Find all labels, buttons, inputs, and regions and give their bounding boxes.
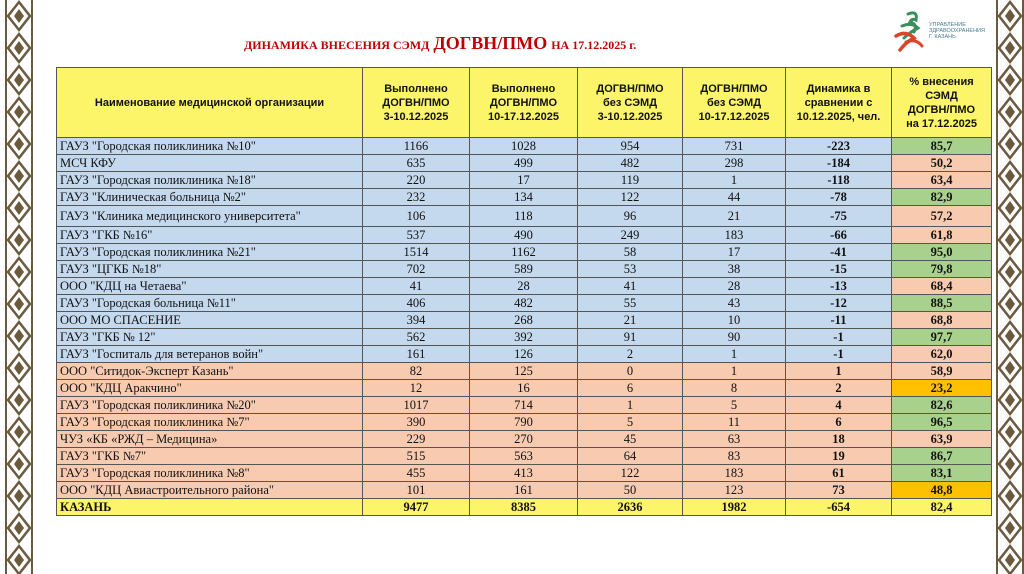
cell-organization-name: ГАУЗ "Городская поликлиника №20" <box>57 397 363 414</box>
cell-dynamics: 1 <box>786 363 892 380</box>
cell-no-semd-week2: 10 <box>683 312 786 329</box>
page-title <box>244 33 636 54</box>
cell-dynamics: -78 <box>786 189 892 206</box>
cell-percent: 50,2 <box>892 155 992 172</box>
cell-no-semd-week1: 954 <box>578 138 683 155</box>
cell-done-week1: 1166 <box>363 138 470 155</box>
cell-percent: 82,9 <box>892 189 992 206</box>
cell-percent: 68,4 <box>892 278 992 295</box>
cell-done-week2: 125 <box>470 363 578 380</box>
cell-done-week1: 232 <box>363 189 470 206</box>
cell-no-semd-week2: 21 <box>683 206 786 227</box>
cell-no-semd-week2: 1 <box>683 172 786 189</box>
cell-organization-name: ООО "Ситидок-Эксперт Казань" <box>57 363 363 380</box>
table-header-row <box>57 68 992 138</box>
cell-no-semd-week1: 58 <box>578 244 683 261</box>
cell-organization-name: ООО "КДЦ Аракчино" <box>57 380 363 397</box>
cell-done-week1: 12 <box>363 380 470 397</box>
logo-line-1: УПРАВЛЕНИЕ <box>929 22 966 28</box>
table-row <box>57 312 992 329</box>
cell-no-semd-week2: 63 <box>683 431 786 448</box>
table-row <box>57 329 992 346</box>
cell-percent: 79,8 <box>892 261 992 278</box>
cell-percent: 83,1 <box>892 465 992 482</box>
cell-done-week2: 790 <box>470 414 578 431</box>
cell-no-semd-week2: 43 <box>683 295 786 312</box>
cell-done-week2: 499 <box>470 155 578 172</box>
cell-dynamics: -118 <box>786 172 892 189</box>
cell-percent: 95,0 <box>892 244 992 261</box>
cell-no-semd-week2: 11 <box>683 414 786 431</box>
table-row <box>57 397 992 414</box>
cell-dynamics: 18 <box>786 431 892 448</box>
cell-done-week2: 118 <box>470 206 578 227</box>
header-organization-name: Наименование медицинской организации <box>57 68 363 138</box>
table-row <box>57 278 992 295</box>
cell-organization-name: ГАУЗ "ГКБ №7" <box>57 448 363 465</box>
cell-organization-name: МСЧ КФУ <box>57 155 363 172</box>
cell-done-week2: 482 <box>470 295 578 312</box>
total-no-semd-week1: 2636 <box>578 499 683 516</box>
total-no-semd-week2: 1982 <box>683 499 786 516</box>
table-body <box>57 138 992 516</box>
cell-organization-name: ГАУЗ "Клиника медицинского университета" <box>57 206 363 227</box>
cell-no-semd-week2: 183 <box>683 227 786 244</box>
cell-no-semd-week1: 122 <box>578 189 683 206</box>
cell-dynamics: -11 <box>786 312 892 329</box>
cell-done-week2: 270 <box>470 431 578 448</box>
cell-percent: 48,8 <box>892 482 992 499</box>
cell-no-semd-week2: 1 <box>683 346 786 363</box>
cell-dynamics: -1 <box>786 346 892 363</box>
table-row <box>57 155 992 172</box>
cell-percent: 61,8 <box>892 227 992 244</box>
table-row <box>57 448 992 465</box>
cell-done-week1: 41 <box>363 278 470 295</box>
cell-percent: 23,2 <box>892 380 992 397</box>
cell-organization-name: ООО "КДЦ Авиастроительного района" <box>57 482 363 499</box>
table-row <box>57 465 992 482</box>
cell-percent: 82,6 <box>892 397 992 414</box>
table-row <box>57 414 992 431</box>
table-row <box>57 189 992 206</box>
cell-no-semd-week2: 5 <box>683 397 786 414</box>
header-done-week2: Выполнено ДОГВН/ПМО 10-17.12.2025 <box>470 68 578 138</box>
title-suffix: НА 17.12.2025 г. <box>551 38 637 52</box>
cell-no-semd-week2: 38 <box>683 261 786 278</box>
cell-done-week1: 101 <box>363 482 470 499</box>
cell-organization-name: ГАУЗ "Городская поликлиника №8" <box>57 465 363 482</box>
cell-organization-name: ООО МО СПАСЕНИЕ <box>57 312 363 329</box>
cell-done-week2: 28 <box>470 278 578 295</box>
total-done-week2: 8385 <box>470 499 578 516</box>
data-table <box>56 67 992 516</box>
left-ornament-border <box>4 0 34 574</box>
total-name: КАЗАНЬ <box>57 499 363 516</box>
cell-percent: 68,8 <box>892 312 992 329</box>
cell-percent: 86,7 <box>892 448 992 465</box>
table-row <box>57 295 992 312</box>
cell-dynamics: -12 <box>786 295 892 312</box>
logo-line-2: ЗДРАВООХРАНЕНИЯ <box>929 28 985 34</box>
cell-organization-name: ГАУЗ "ГКБ №16" <box>57 227 363 244</box>
cell-percent: 63,9 <box>892 431 992 448</box>
cell-done-week1: 1514 <box>363 244 470 261</box>
cell-done-week1: 161 <box>363 346 470 363</box>
table-row <box>57 346 992 363</box>
table-row <box>57 206 992 227</box>
cell-percent: 85,7 <box>892 138 992 155</box>
header-dynamics: Динамика в сравнении с 10.12.2025, чел. <box>786 68 892 138</box>
cell-dynamics: -66 <box>786 227 892 244</box>
right-ornament-border <box>995 0 1024 574</box>
cell-dynamics: -1 <box>786 329 892 346</box>
cell-dynamics: 61 <box>786 465 892 482</box>
table-row <box>57 261 992 278</box>
cell-done-week1: 1017 <box>363 397 470 414</box>
cell-dynamics: 73 <box>786 482 892 499</box>
header-no-semd-week2: ДОГВН/ПМО без СЭМД 10-17.12.2025 <box>683 68 786 138</box>
cell-no-semd-week2: 1 <box>683 363 786 380</box>
cell-done-week2: 413 <box>470 465 578 482</box>
cell-dynamics: -13 <box>786 278 892 295</box>
cell-done-week1: 82 <box>363 363 470 380</box>
cell-no-semd-week1: 5 <box>578 414 683 431</box>
cell-percent: 62,0 <box>892 346 992 363</box>
cell-organization-name: ГАУЗ "Клиническая больница №2" <box>57 189 363 206</box>
table-row <box>57 380 992 397</box>
cell-no-semd-week2: 90 <box>683 329 786 346</box>
cell-organization-name: ГАУЗ "Городская поликлиника №10" <box>57 138 363 155</box>
cell-done-week2: 1028 <box>470 138 578 155</box>
cell-done-week2: 490 <box>470 227 578 244</box>
cell-no-semd-week2: 123 <box>683 482 786 499</box>
table-row <box>57 138 992 155</box>
cell-done-week1: 635 <box>363 155 470 172</box>
cell-done-week1: 537 <box>363 227 470 244</box>
cell-no-semd-week1: 50 <box>578 482 683 499</box>
cell-percent: 57,2 <box>892 206 992 227</box>
total-dynamics: -654 <box>786 499 892 516</box>
cell-no-semd-week1: 1 <box>578 397 683 414</box>
cell-no-semd-week1: 64 <box>578 448 683 465</box>
cell-no-semd-week2: 8 <box>683 380 786 397</box>
cell-done-week2: 589 <box>470 261 578 278</box>
cell-done-week1: 455 <box>363 465 470 482</box>
cell-done-week2: 268 <box>470 312 578 329</box>
table-row <box>57 172 992 189</box>
title-main: ДОГВН/ПМО <box>433 33 548 53</box>
total-done-week1: 9477 <box>363 499 470 516</box>
cell-percent: 97,7 <box>892 329 992 346</box>
table-row <box>57 227 992 244</box>
cell-no-semd-week1: 119 <box>578 172 683 189</box>
cell-organization-name: ГАУЗ "Городская поликлиника №18" <box>57 172 363 189</box>
header-percent: % внесения СЭМД ДОГВН/ПМО на 17.12.2025 <box>892 68 992 138</box>
title-prefix: ДИНАМИКА ВНЕСЕНИЯ СЭМД <box>244 38 430 52</box>
cell-no-semd-week2: 17 <box>683 244 786 261</box>
header-no-semd-week1: ДОГВН/ПМО без СЭМД 3-10.12.2025 <box>578 68 683 138</box>
logo-caption <box>929 22 985 40</box>
table-row <box>57 482 992 499</box>
cell-percent: 58,9 <box>892 363 992 380</box>
cell-done-week2: 392 <box>470 329 578 346</box>
cell-no-semd-week1: 0 <box>578 363 683 380</box>
cell-no-semd-week1: 55 <box>578 295 683 312</box>
cell-done-week1: 229 <box>363 431 470 448</box>
cell-done-week2: 563 <box>470 448 578 465</box>
cell-organization-name: ГАУЗ "Госпиталь для ветеранов войн" <box>57 346 363 363</box>
cell-no-semd-week1: 45 <box>578 431 683 448</box>
cell-no-semd-week1: 53 <box>578 261 683 278</box>
cell-no-semd-week1: 2 <box>578 346 683 363</box>
logo-line-3: Г. КАЗАНЬ <box>929 34 956 40</box>
cell-no-semd-week2: 44 <box>683 189 786 206</box>
cell-no-semd-week2: 28 <box>683 278 786 295</box>
cell-done-week1: 562 <box>363 329 470 346</box>
cell-done-week2: 1162 <box>470 244 578 261</box>
cell-done-week1: 702 <box>363 261 470 278</box>
header-done-week1: Выполнено ДОГВН/ПМО 3-10.12.2025 <box>363 68 470 138</box>
cell-dynamics: -223 <box>786 138 892 155</box>
cell-organization-name: ГАУЗ "Городская поликлиника №7" <box>57 414 363 431</box>
cell-dynamics: 2 <box>786 380 892 397</box>
cell-no-semd-week1: 91 <box>578 329 683 346</box>
cell-percent: 96,5 <box>892 414 992 431</box>
cell-done-week1: 394 <box>363 312 470 329</box>
cell-done-week2: 126 <box>470 346 578 363</box>
cell-no-semd-week1: 21 <box>578 312 683 329</box>
cell-done-week1: 406 <box>363 295 470 312</box>
cell-no-semd-week1: 41 <box>578 278 683 295</box>
cell-dynamics: 6 <box>786 414 892 431</box>
cell-no-semd-week1: 482 <box>578 155 683 172</box>
table-total-row <box>57 499 992 516</box>
cell-done-week1: 390 <box>363 414 470 431</box>
cell-done-week1: 106 <box>363 206 470 227</box>
cell-dynamics: -15 <box>786 261 892 278</box>
cell-dynamics: -75 <box>786 206 892 227</box>
cell-organization-name: ГАУЗ "Городская больница №11" <box>57 295 363 312</box>
cell-done-week1: 220 <box>363 172 470 189</box>
table-row <box>57 244 992 261</box>
cell-organization-name: ГАУЗ "Городская поликлиника №21" <box>57 244 363 261</box>
cell-organization-name: ГАУЗ "ГКБ № 12" <box>57 329 363 346</box>
table-row <box>57 431 992 448</box>
cell-no-semd-week1: 6 <box>578 380 683 397</box>
cell-organization-name: ЧУЗ «КБ «РЖД – Медицина» <box>57 431 363 448</box>
total-percent: 82,4 <box>892 499 992 516</box>
cell-dynamics: 19 <box>786 448 892 465</box>
cell-percent: 88,5 <box>892 295 992 312</box>
cell-dynamics: -184 <box>786 155 892 172</box>
cell-no-semd-week2: 731 <box>683 138 786 155</box>
cell-percent: 63,4 <box>892 172 992 189</box>
cell-no-semd-week2: 183 <box>683 465 786 482</box>
cell-no-semd-week2: 83 <box>683 448 786 465</box>
cell-no-semd-week2: 298 <box>683 155 786 172</box>
cell-done-week2: 134 <box>470 189 578 206</box>
cell-no-semd-week1: 249 <box>578 227 683 244</box>
cell-dynamics: -41 <box>786 244 892 261</box>
cell-organization-name: ГАУЗ "ЦГКБ №18" <box>57 261 363 278</box>
table-row <box>57 363 992 380</box>
cell-done-week2: 16 <box>470 380 578 397</box>
cell-done-week2: 17 <box>470 172 578 189</box>
cell-no-semd-week1: 122 <box>578 465 683 482</box>
cell-done-week2: 714 <box>470 397 578 414</box>
cell-done-week2: 161 <box>470 482 578 499</box>
cell-dynamics: 4 <box>786 397 892 414</box>
cell-done-week1: 515 <box>363 448 470 465</box>
cell-organization-name: ООО "КДЦ на Четаева" <box>57 278 363 295</box>
cell-no-semd-week1: 96 <box>578 206 683 227</box>
